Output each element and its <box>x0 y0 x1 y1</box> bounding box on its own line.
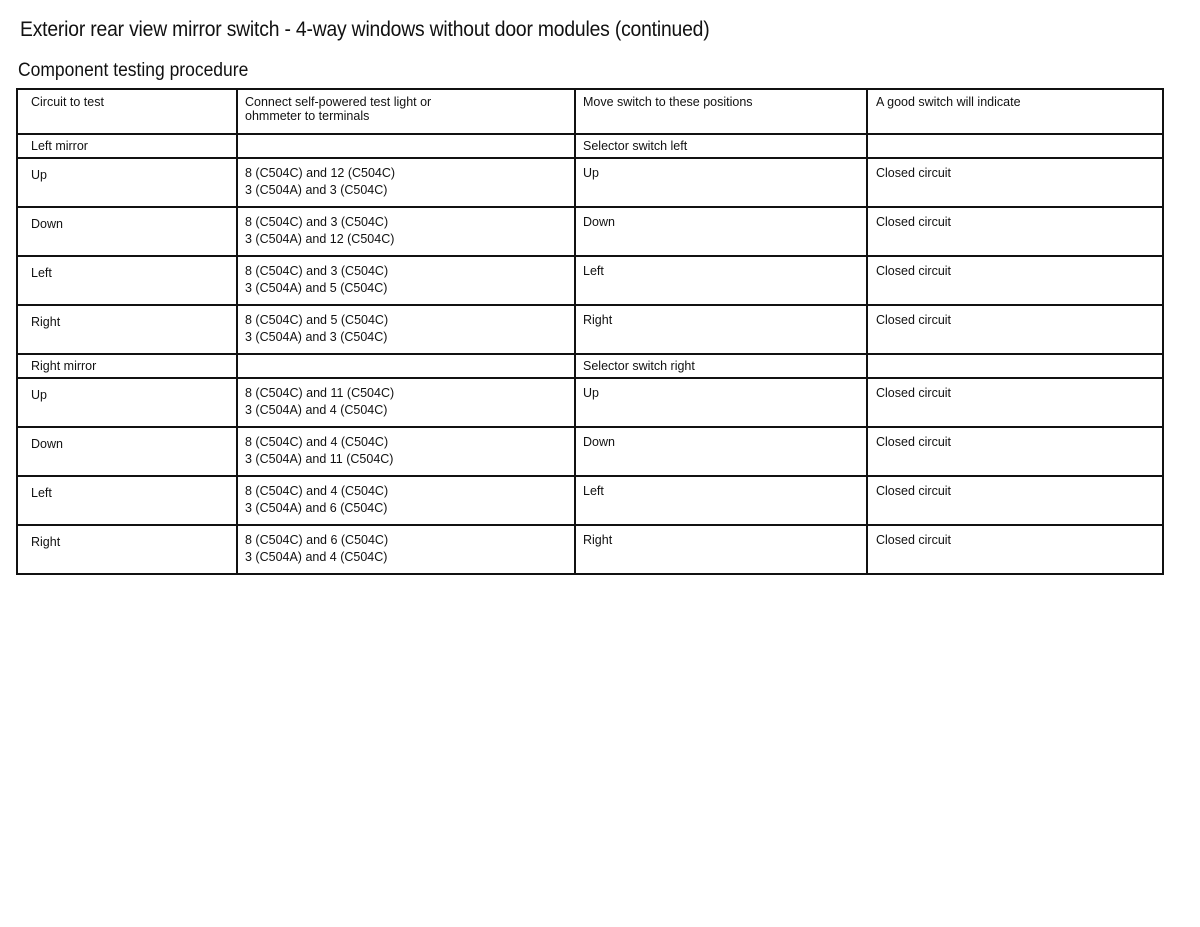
position-cell-text: Up <box>583 166 599 180</box>
circuit-cell-text: Right <box>31 315 61 329</box>
header-circuit-label: Circuit to test <box>31 95 104 109</box>
header-position <box>575 89 867 134</box>
circuit-cell-text: Left <box>31 486 52 500</box>
position-cell <box>575 525 867 574</box>
table-row <box>17 305 1163 354</box>
result-cell-text: Closed circuit <box>876 435 952 449</box>
document-title: Exterior rear view mirror switch - 4-way windows without door modules (continued) <box>20 18 710 41</box>
result-cell <box>867 158 1163 207</box>
terminals-cell-text: 3 (C504A) and 11 (C504C) <box>245 452 394 466</box>
result-cell-text: Closed circuit <box>876 386 952 400</box>
group-name <box>17 134 237 158</box>
terminals-cell <box>237 378 575 427</box>
table-row <box>17 427 1163 476</box>
terminals-cell-text: 8 (C504C) and 5 (C504C) <box>245 313 389 327</box>
terminals-cell-text: 8 (C504C) and 11 (C504C) <box>245 386 395 400</box>
group-name <box>17 354 237 378</box>
position-cell <box>575 476 867 525</box>
terminals-cell-text: 8 (C504C) and 4 (C504C) <box>245 435 389 449</box>
result-cell <box>867 207 1163 256</box>
circuit-cell <box>17 525 237 574</box>
header-result <box>867 89 1163 134</box>
position-cell <box>575 427 867 476</box>
terminals-cell <box>237 207 575 256</box>
table-row <box>17 525 1163 574</box>
header-terminals-line: Connect self-powered test light or <box>245 95 432 109</box>
position-cell-text: Right <box>583 313 613 327</box>
position-cell <box>575 158 867 207</box>
result-cell-text: Closed circuit <box>876 484 952 498</box>
group-selector-text: Selector switch left <box>583 139 688 153</box>
terminals-cell-text: 8 (C504C) and 4 (C504C) <box>245 484 389 498</box>
circuit-cell-text: Up <box>31 168 47 182</box>
group-result-empty <box>867 134 1163 158</box>
terminals-cell <box>237 525 575 574</box>
terminals-cell <box>237 158 575 207</box>
terminals-cell-text: 3 (C504A) and 4 (C504C) <box>245 550 388 564</box>
terminals-cell-text: 8 (C504C) and 3 (C504C) <box>245 264 389 278</box>
result-cell-text: Closed circuit <box>876 313 952 327</box>
terminals-cell <box>237 427 575 476</box>
table-row <box>17 476 1163 525</box>
header-result-label: A good switch will indicate <box>876 95 1021 109</box>
circuit-cell-text: Up <box>31 388 47 402</box>
terminals-cell-text: 3 (C504A) and 6 (C504C) <box>245 501 388 515</box>
group-terminals-empty <box>237 134 575 158</box>
circuit-cell-text: Right <box>31 535 61 549</box>
terminals-cell-text: 3 (C504A) and 3 (C504C) <box>245 330 388 344</box>
terminals-cell-text: 8 (C504C) and 12 (C504C) <box>245 166 396 180</box>
component-testing-table <box>16 88 1164 575</box>
terminals-cell-text: 8 (C504C) and 3 (C504C) <box>245 215 389 229</box>
header-terminals-line: ohmmeter to terminals <box>245 109 370 123</box>
header-position-label: Move switch to these positions <box>583 95 753 109</box>
terminals-cell <box>237 256 575 305</box>
result-cell <box>867 256 1163 305</box>
group-name-text: Right mirror <box>31 359 97 373</box>
circuit-cell-text: Left <box>31 266 52 280</box>
position-cell <box>575 378 867 427</box>
position-cell-text: Up <box>583 386 599 400</box>
group-selector-text: Selector switch right <box>583 359 695 373</box>
circuit-cell <box>17 256 237 305</box>
terminals-cell-text: 3 (C504A) and 12 (C504C) <box>245 232 395 246</box>
position-cell-text: Down <box>583 215 615 229</box>
group-row <box>17 354 1163 378</box>
result-cell <box>867 525 1163 574</box>
result-cell-text: Closed circuit <box>876 533 952 547</box>
table-body <box>17 89 1163 574</box>
position-cell <box>575 256 867 305</box>
result-cell <box>867 378 1163 427</box>
circuit-cell <box>17 158 237 207</box>
terminals-cell-text: 3 (C504A) and 3 (C504C) <box>245 183 388 197</box>
section-title: Component testing procedure <box>18 60 249 81</box>
position-cell-text: Left <box>583 264 604 278</box>
table-row <box>17 158 1163 207</box>
circuit-cell <box>17 427 237 476</box>
circuit-cell <box>17 476 237 525</box>
position-cell <box>575 207 867 256</box>
position-cell-text: Right <box>583 533 613 547</box>
result-cell <box>867 427 1163 476</box>
result-cell <box>867 476 1163 525</box>
table-row <box>17 207 1163 256</box>
group-selector <box>575 354 867 378</box>
position-cell-text: Down <box>583 435 615 449</box>
header-circuit <box>17 89 237 134</box>
header-terminals <box>237 89 575 134</box>
circuit-cell <box>17 305 237 354</box>
group-selector <box>575 134 867 158</box>
terminals-cell <box>237 305 575 354</box>
group-name-text: Left mirror <box>31 139 88 153</box>
group-terminals-empty <box>237 354 575 378</box>
result-cell <box>867 305 1163 354</box>
circuit-cell <box>17 378 237 427</box>
group-row <box>17 134 1163 158</box>
circuit-cell <box>17 207 237 256</box>
circuit-cell-text: Down <box>31 217 63 231</box>
result-cell-text: Closed circuit <box>876 166 952 180</box>
circuit-cell-text: Down <box>31 437 63 451</box>
result-cell-text: Closed circuit <box>876 215 952 229</box>
terminals-cell-text: 3 (C504A) and 5 (C504C) <box>245 281 388 295</box>
position-cell <box>575 305 867 354</box>
terminals-cell-text: 8 (C504C) and 6 (C504C) <box>245 533 389 547</box>
position-cell-text: Left <box>583 484 604 498</box>
table-row <box>17 256 1163 305</box>
result-cell-text: Closed circuit <box>876 264 952 278</box>
table-row <box>17 378 1163 427</box>
group-result-empty <box>867 354 1163 378</box>
terminals-cell-text: 3 (C504A) and 4 (C504C) <box>245 403 388 417</box>
terminals-cell <box>237 476 575 525</box>
header-row <box>17 89 1163 134</box>
